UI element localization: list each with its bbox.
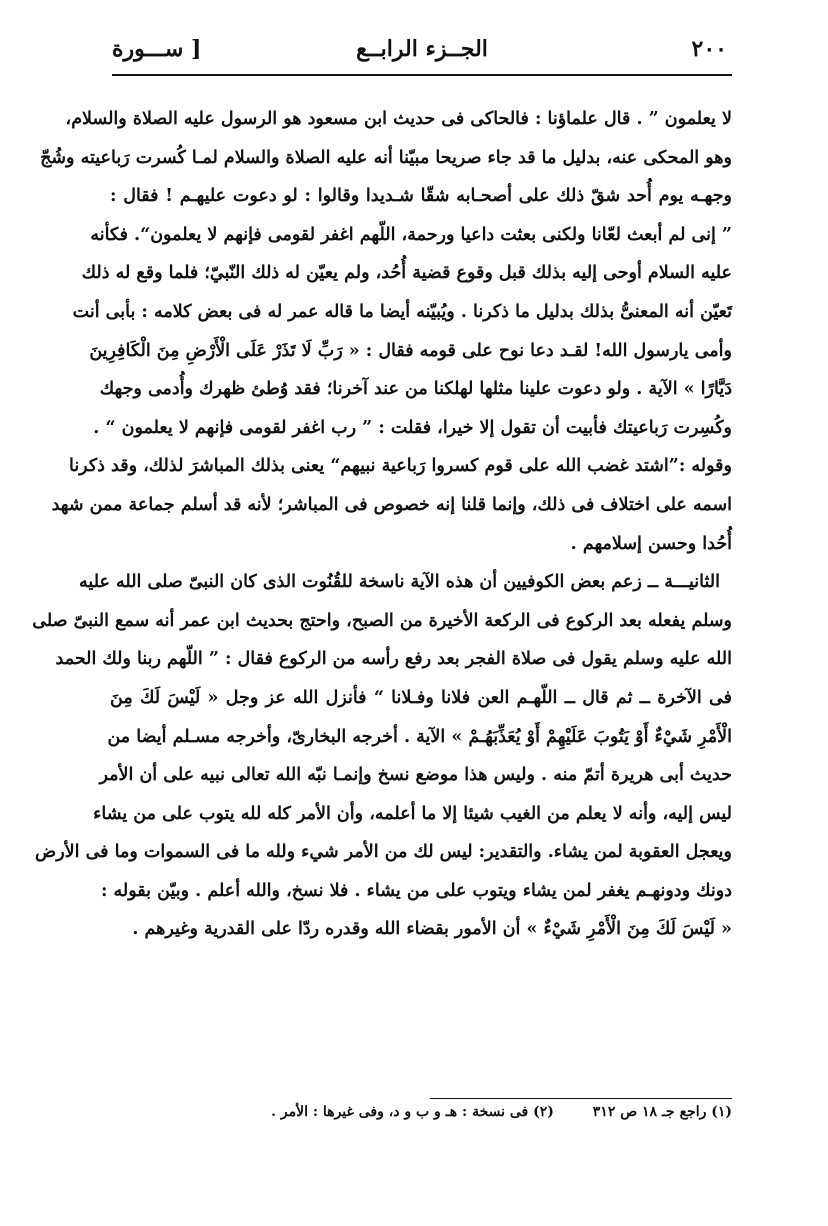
text-line: اسمه على اختلاف فى ذلك، وإنما قلنا إنه خصوص فى المباشر؛ لأنه قد أسلم جماعة ممن شهد (51, 494, 732, 515)
text-line: أُحُدا وحسن إسلامهم . (570, 533, 732, 554)
body-text (32, 100, 732, 949)
text-line: الْأَمْرِ شَيْءٌ أَوْ يَتُوبَ عَلَيْهِمْ أَوْ يُعَذِّبَهُـمْ » الآية . أخرجه البخارىّ، وأخرجه مسـلم أيضا من (107, 726, 732, 747)
text-line: وهو المحكى عنه، بدليل ما قد جاء صريحا مبيّنا أنه عليه الصلاة والسلام لمـا كُسرت رَباعيته وشُجّ (40, 147, 732, 168)
text-line: دونك ودونهـم يغفر لمن يشاء ويتوب على من يشاء . فلا نسخ، والله أعلم . وبيّن بقوله : (101, 880, 732, 901)
juz-title: الجــزء الرابــع (356, 36, 488, 62)
header-rule (112, 74, 732, 76)
text-line: ليس إليه، وأنه لا يعلم من الغيب شيئا إلا ما أعلمه، وأن الأمر كله لله يتوب على من يشاء (93, 803, 732, 824)
footnotes (110, 1104, 732, 1120)
text-line: وقوله :”اشتد غضب الله على قوم كسروا رَباعية نبيهم“ يعنى بذلك المباشرَ لذلك، وقد ذكرنا (68, 456, 732, 477)
page-number: ٢٠٠ (691, 36, 727, 62)
footnote: (٢) فى نسخة : هـ و ب و د، وفى غيرها : الأمر . (271, 1104, 554, 1120)
text-line: وجهـه يوم أُحد شقّ ذلك على أصحـابه شقّا شـديدا وقالوا : لو دعوت عليهـم ! فقال : (110, 186, 732, 207)
paragraph (32, 563, 732, 949)
footnote: (١) راجع جـ ١٨ ص ٣١٢ (592, 1104, 732, 1120)
text-line: ” إنى لم أبعث لعّانا ولكنى بعثت داعيا ورحمة، اللّهم اغفر لقومى فإنهم لا يعلمون“. فكأنه (90, 224, 732, 245)
paragraph (40, 100, 732, 563)
text-line: لا يعلمون ” . قال علماؤنا : فالحاكى فى حديث ابن مسعود هو الرسول عليه الصلاة والسلام، (65, 109, 732, 129)
text-line: وسلم يفعله بعد الركوع فى الركعة الأخيرة من الصبح، واحتج بحديث ابن عمر أنه سمع النبىّ صلى (32, 610, 732, 631)
sura-title: [ ســـورة (112, 36, 202, 62)
text-line: الله عليه وسلم يقول فى صلاة الفجر بعد رفع رأسه من الركوع فقال : ” اللّهم ربنا ولك الحمد (55, 649, 732, 670)
text-line: وأمى يارسول الله! لقـد دعا نوح على قومه فقال : « رَبِّ لَا تَذَرْ عَلَى الْأَرْضِ مِنَ الْكَافِرِينَ (89, 340, 732, 361)
text-line: الثانيـــة ــ زعم بعض الكوفيين أن هذه الآية ناسخة للقُنُوت الذى كان النبىّ صلى الله عليه (79, 572, 720, 593)
text-line: فى الآخرة ــ ثم قال ــ اللّهـم العن فلانا وفـلانا “ فأنزل الله عز وجل « لَيْسَ لَكَ مِنَ (110, 687, 732, 708)
text-line: عليه السلام أوحى إليه بذلك قبل وقوع قضية أُحُد، ولم يعيّن له ذلك النّبيّ؛ فلما وقع له ذلك (81, 263, 732, 284)
text-line: وكُسِرت رَباعيتك فأبيت أن تقول إلا خيرا، فقلت : ” رب اغفر لقومى فإنهم لا يعلمون “ . (93, 417, 732, 438)
text-line: تَعيّن أنه المعنىُّ بذلك بدليل ما ذكرنا . ويُبيّنه أيضا ما قاله عمر له فى بعض كلامه : بأبى أنت (72, 301, 732, 322)
footnote-rule (430, 1098, 732, 1099)
text-line: دَيَّارًا » الآية . ولو دعوت علينا مثلها لهلكنا من عند آخرنا؛ فقد وُطئ ظهرك وأُدمى وجهك (99, 379, 732, 400)
page-header (112, 30, 732, 80)
text-line: « لَيْسَ لَكَ مِنَ الْأَمْرِ شَيْءٌ » أن الأمور بقضاء الله وقدره ردّا على القدرية وغيرهم . (132, 919, 732, 940)
text-line: ويعجل العقوبة لمن يشاء. والتقدير: ليس لك من الأمر شيء ولله ما فى السموات وما فى الأرض (35, 842, 732, 863)
text-line: حديث أبى هريرة أتمّ منه . وليس هذا موضع نسخ وإنمـا نبّه الله تعالى نبيه على أن الأمر (99, 765, 732, 786)
